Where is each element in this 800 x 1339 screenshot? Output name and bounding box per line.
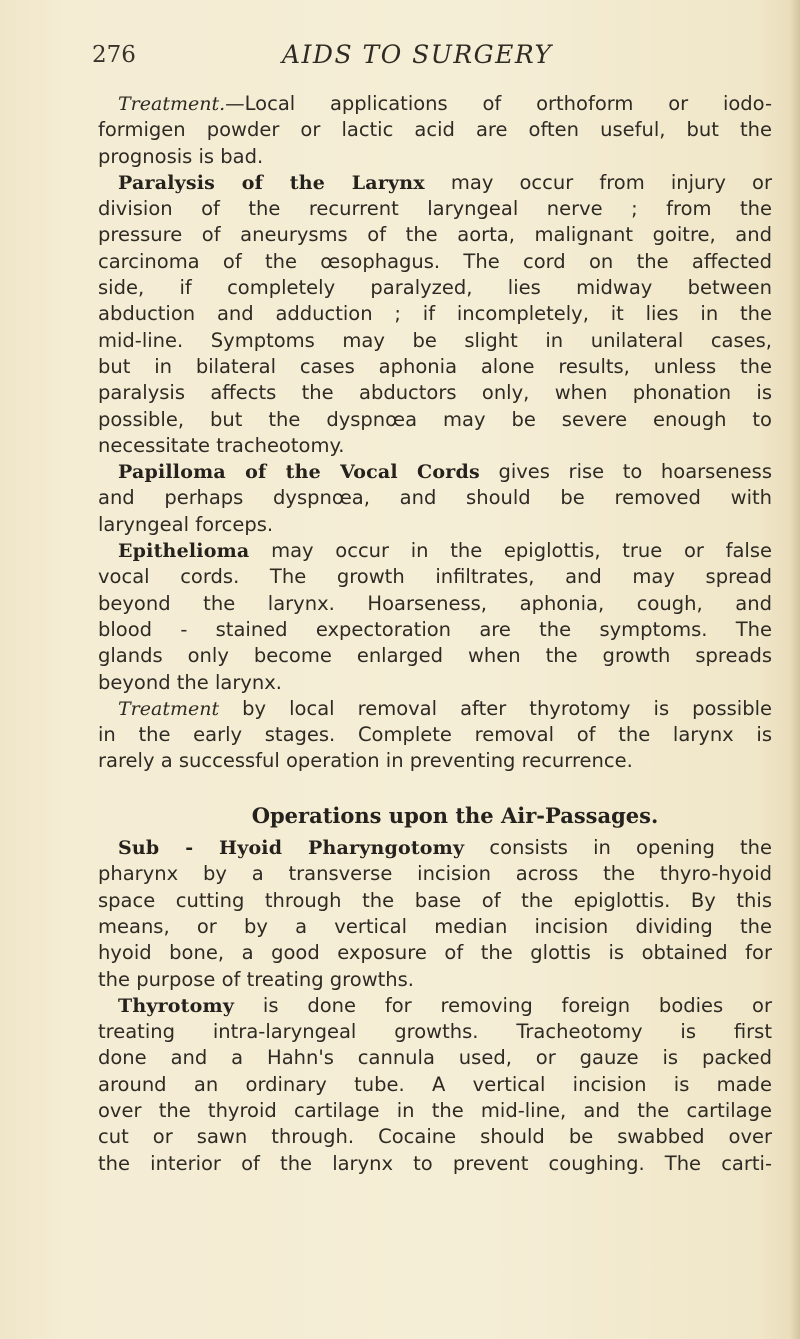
bold-heading: Papilloma of the Vocal Cords: [118, 461, 480, 484]
text-line: carcinoma of the œsophagus. The cord on the affected: [98, 249, 772, 273]
text-line: done and a Hahn's cannula used, or gauze is packed: [98, 1046, 772, 1070]
text-line: mid-line. Symptoms may be slight in unilateral cases,: [98, 328, 772, 352]
text-line: treating intra-laryngeal growths. Tracheotomy is first: [98, 1020, 772, 1044]
text-line: means, or by a vertical median incision dividing the: [98, 914, 772, 938]
text-line: rarely a successful operation in preventing recurrence.: [98, 749, 633, 773]
text-line: Thyrotomy is done for removing foreign bodies or: [118, 993, 772, 1017]
page-number: 276: [92, 42, 136, 68]
paragraph-treatment-prognosis: [98, 91, 772, 170]
text-line: Treatment by local removal after thyrotomy is possible: [118, 696, 772, 720]
paragraph-papilloma: [98, 459, 772, 538]
text-line: side, if completely paralyzed, lies midway between: [98, 276, 772, 300]
paragraph-thyrotomy: [98, 993, 772, 1177]
text-line: cut or sawn through. Cocaine should be swabbed over: [98, 1125, 772, 1149]
paragraph-paralysis-larynx: [98, 170, 772, 459]
text-line: laryngeal forceps.: [98, 512, 274, 536]
text-line: prognosis is bad.: [98, 144, 264, 168]
paragraph-epithelioma: [98, 538, 772, 696]
text-line: Epithelioma may occur in the epiglottis, true or false: [118, 539, 772, 563]
text-line: division of the recurrent laryngeal nerve ; from the: [98, 197, 772, 221]
page-edge-shadow: [790, 0, 800, 1339]
text-line: but in bilateral cases aphonia alone results, unless the: [98, 354, 772, 378]
text-line: possible, but the dyspnœa may be severe enough to: [98, 407, 772, 431]
text-line: Sub - Hyoid Pharyngotomy consists in opening the: [118, 836, 772, 860]
text-line: beyond the larynx.: [98, 670, 283, 694]
text-line: space cutting through the base of the epiglottis. By this: [98, 888, 772, 912]
text-line: over the thyroid cartilage in the mid-line, and the cartilage: [98, 1098, 772, 1122]
text-line: pharynx by a transverse incision across the thyro-hyoid: [98, 862, 772, 886]
bold-heading: Sub - Hyoid Pharyngotomy: [118, 837, 465, 860]
text-line: Paralysis of the Larynx may occur from injury or: [118, 170, 772, 194]
page-header: [92, 40, 772, 80]
text-line: in the early stages. Complete removal of the larynx is: [98, 723, 772, 747]
italic-label: Treatment: [118, 697, 220, 720]
text-line: necessitate tracheotomy.: [98, 433, 345, 457]
paragraph-treatment-thyrotomy: [98, 696, 772, 775]
text-line: the interior of the larynx to prevent coughing. The carti-: [98, 1151, 772, 1175]
text-line: beyond the larynx. Hoarseness, aphonia, cough, and: [98, 591, 772, 615]
running-title: AIDS TO SURGERY: [282, 40, 553, 69]
italic-label: Treatment.: [118, 93, 226, 115]
text-line: and perhaps dyspnœa, and should be removed with: [98, 486, 772, 510]
paragraph-pharyngotomy: [98, 835, 772, 993]
bold-heading: Epithelioma: [118, 540, 250, 563]
text-line: paralysis affects the abductors only, when phonation is: [98, 381, 772, 405]
section-heading: Operations upon the Air-Passages.: [251, 802, 659, 828]
text-line: Treatment.—Local applications of orthoform or iodo-: [118, 92, 772, 115]
text-line: vocal cords. The growth infiltrates, and may spread: [98, 565, 772, 589]
bold-heading: Thyrotomy: [118, 994, 235, 1017]
text-line: glands only become enlarged when the growth spreads: [98, 644, 772, 668]
text-line: around an ordinary tube. A vertical incision is made: [98, 1072, 772, 1096]
text-line: blood - stained expectoration are the symptoms. The: [98, 617, 772, 641]
text-line: formigen powder or lactic acid are often useful, but the: [98, 118, 772, 142]
body-text: [98, 91, 772, 1177]
text-line: Papilloma of the Vocal Cords gives rise to hoarseness: [118, 460, 772, 484]
text-line: hyoid bone, a good exposure of the glottis is obtained for: [98, 941, 772, 965]
text-line: abduction and adduction ; if incompletely, it lies in the: [98, 302, 772, 326]
bold-heading: Paralysis of the Larynx: [118, 171, 425, 194]
text-line: the purpose of treating growths.: [98, 967, 414, 991]
text-line: pressure of aneurysms of the aorta, malignant goitre, and: [98, 223, 772, 247]
